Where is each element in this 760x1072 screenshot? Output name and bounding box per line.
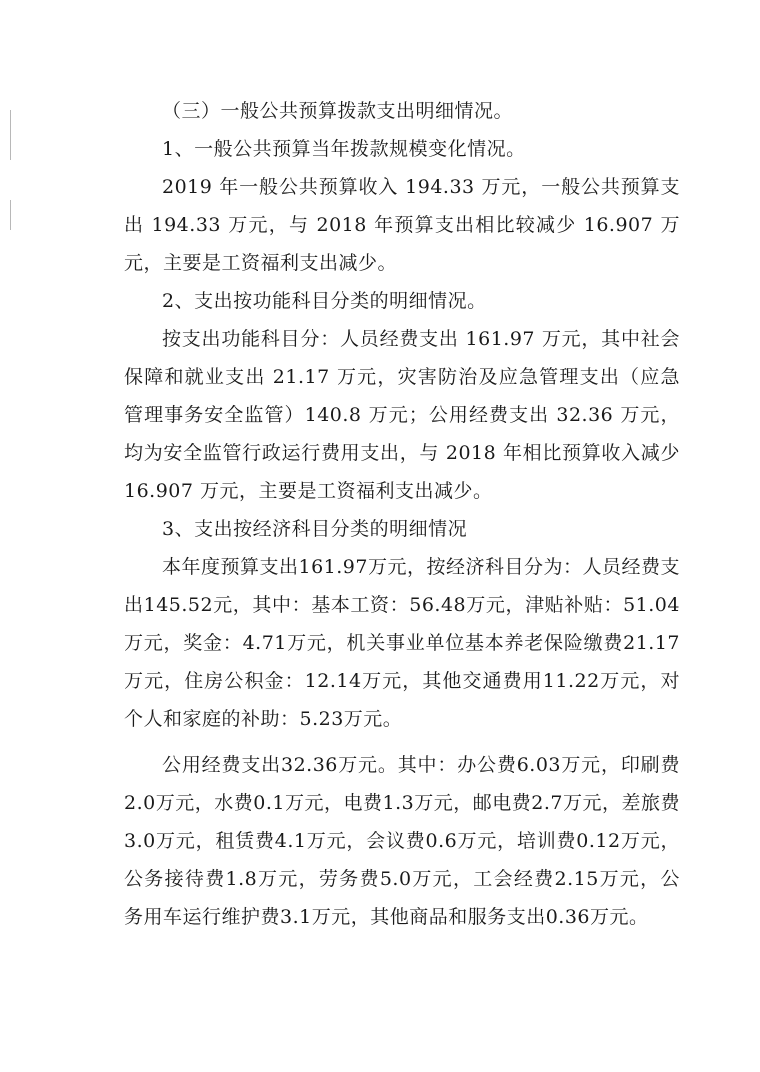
- scan-edge-mark: [10, 200, 11, 230]
- paragraph-budget-scale: 2019 年一般公共预算收入 194.33 万元，一般公共预算支出 194.33 万元，与 2018 年预算支出相比较减少 16.907 万元，主要是工资福利支出减少。: [124, 176, 680, 274]
- paragraph-economic-classification: 本年度预算支出161.97万元，按经济科目分为：人员经费支出145.52元，其中：基本工资：56.48万元，津贴补贴：51.04万元，奖金：4.71万元，机关事业单位基本养老保险缴费21.17万元，住房公积金：12.14万元，其他交通费用11.22万元，对个人和家庭的补助：5.23万元。: [124, 556, 680, 730]
- section-heading: （三）一般公共预算拨款支出明细情况。: [162, 100, 514, 122]
- subsection-heading-1: 1、一般公共预算当年拨款规模变化情况。: [162, 138, 526, 160]
- paragraph-functional-classification: 按支出功能科目分：人员经费支出 161.97 万元，其中社会保障和就业支出 21.17 万元，灾害防治及应急管理支出（应急管理事务安全监管）140.8 万元；公用经费支出 32.36 万元，均为安全监管行政运行费用支出，与 2018 年相比预算收入减少 16.907 万元，主要是工资福利支出减少。: [124, 328, 680, 502]
- scan-edge-mark: [10, 110, 11, 160]
- subsection-heading-3: 3、支出按经济科目分类的明细情况: [162, 518, 468, 540]
- paragraph-public-expenses: 公用经费支出32.36万元。其中：办公费6.03万元，印刷费2.0万元，水费0.1万元，电费1.3万元，邮电费2.7万元，差旅费3.0万元，租赁费4.1万元，会议费0.6万元，培训费0.12万元，公务接待费1.8万元，劳务费5.0万元，工会经费2.15万元，公务用车运行维护费3.1万元，其他商品和服务支出0.36万元。: [124, 754, 680, 928]
- subsection-heading-2: 2、支出按功能科目分类的明细情况。: [162, 290, 487, 312]
